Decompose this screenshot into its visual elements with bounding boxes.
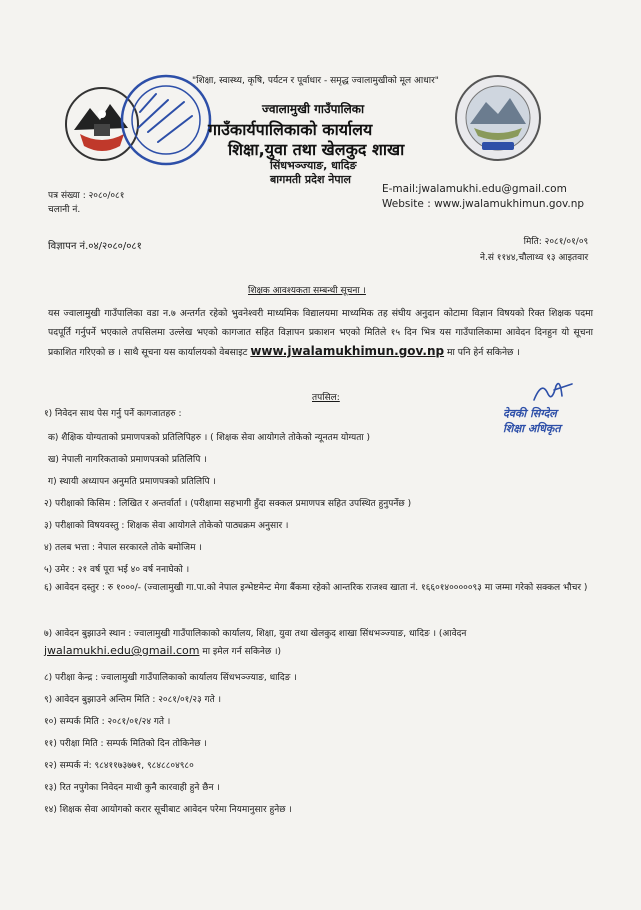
office-location: सिंधभञ्ज्याङ, धादिङ xyxy=(270,159,357,172)
list-item: ३) परीक्षाको विषयवस्तु : शिक्षक सेवा आयोगले तोकेको पाठ्यक्रम अनुसार । xyxy=(44,521,289,531)
application-email-link[interactable]: jwalamukhi.edu@gmail.com xyxy=(44,644,200,657)
signatory-name: देवकी सिग्देल xyxy=(503,407,557,420)
list-item: ७) आवेदन बुझाउने स्थान : ज्वालामुखी गाउँपालिकाको कार्यालय, शिक्षा, युवा तथा खेलकुद शाखा सिंधभञ्ज्याङ, धादिङ । (आवेदन xyxy=(44,629,467,639)
advertisement-number: विज्ञापन नं.०४/२०८०/०८१ xyxy=(48,241,142,252)
list-item: १२) सम्पर्क नं: ९८४११७३७७१, ९८४८८०४९८० xyxy=(44,761,194,771)
notice-body-text: यस ज्वालामुखी गाउँपालिका वडा न.७ अन्तर्गत रहेको भुवनेश्वरी माध्यमिक विद्यालयमा माध्यमिक तह संघीय अनुदान कोटामा विज्ञान विषयको रिक्त शिक्षक पदमा पदपूर्ति गर्नुपर्ने भएकाले तपसिलमा उल्लेख भएको कागजात सहित विज्ञापन प्रकाशन भएको मितिले १५ दिन भित्र यस गाउँपालिकामा आवेदन दिनहुन यो सूचना प्रकाशित गरिएको छ । साथै सूचना यस कार्यालयको वेबसाइट xyxy=(48,308,593,358)
municipality-logo-icon xyxy=(452,72,544,164)
list-item: ८) परीक्षा केन्द्र : ज्वालामुखी गाउँपालिकाको कार्यालय सिंधभञ्ज्याङ, धादिङ । xyxy=(44,673,297,683)
website-link[interactable]: www.jwalamukhimun.gov.np xyxy=(250,344,445,358)
branch-name: शिक्षा,युवा तथा खेलकुद शाखा xyxy=(228,140,405,159)
reference-block xyxy=(48,189,124,217)
contact-block xyxy=(382,182,584,212)
province-name: बागमती प्रदेश नेपाल xyxy=(270,173,351,186)
date-bs: मिति: २०८१/०१/०९ xyxy=(523,237,589,247)
date-block xyxy=(480,234,588,266)
header-motto: "शिक्षा, स्वास्थ्य, कृषि, पर्यटन र पूर्वाधार - समृद्ध ज्वालामुखीको मूल आधार" xyxy=(192,76,439,86)
list-item: ४) तलब भत्ता : नेपाल सरकारले तोके बमोजिम । xyxy=(44,543,202,553)
list-item: ९) आवेदन बुझाउने अन्तिम मिति : २०८१/०१/२३ गते । xyxy=(44,695,222,705)
list-item: १) निवेदन साथ पेस गर्नु पर्ने कागजातहरु : xyxy=(44,409,182,419)
date-nepal-sambat: ने.सं ११४४,चौलाथ्व १३ आइतवार xyxy=(480,253,589,263)
list-item: ख) नेपाली नागरिकताको प्रमाणपत्रको प्रतिलिपि । xyxy=(48,455,207,465)
dispatch-number: चलानी नं. xyxy=(48,205,81,215)
office-name: गाउँकार्यपालिकाको कार्यालय xyxy=(208,120,373,139)
office-seal-stamp-icon xyxy=(118,72,214,168)
list-item: २) परीक्षाको किसिम : लिखित र अन्तर्वार्ता । (परीक्षामा सहभागी हुँदा सक्कल प्रमाणपत्र सहित उपस्थित हुनुपर्नेछ ) xyxy=(44,499,412,509)
municipality-name: ज्वालामुखी गाउँपालिका xyxy=(262,102,365,116)
notice-body xyxy=(48,304,593,362)
reference-number: पत्र संख्या : २०८०/०८१ xyxy=(48,191,125,201)
list-item: क) शैक्षिक योग्यताको प्रमाणपत्रको प्रतिलिपिहरु । ( शिक्षक सेवा आयोगले तोकेको न्यूनतम योग्यता ) xyxy=(48,433,371,443)
details-heading: तपसिल: xyxy=(312,393,340,403)
list-item: ५) उमेर : २१ वर्ष पूरा भई ४० वर्ष ननाघेको । xyxy=(44,565,190,575)
list-item: १४) शिक्षक सेवा आयोगको करार सूचीबाट आवेदन परेमा नियमानुसार हुनेछ । xyxy=(44,805,292,815)
notice-subject: शिक्षक आवश्यकता सम्बन्धी सूचना । xyxy=(248,286,366,296)
notice-body-end: मा पनि हेर्न सकिनेछ । xyxy=(447,347,520,358)
application-email-tail: मा इमेल गर्न सकिनेछ ।) xyxy=(202,647,281,657)
list-item: १०) सम्पर्क मिति : २०८१/०१/२४ गते । xyxy=(44,717,171,727)
contact-email: E-mail:jwalamukhi.edu@gmail.com xyxy=(382,183,567,195)
signature-icon xyxy=(528,376,576,406)
list-item: १३) रित नपुगेका निवेदन माथी कुनै कारवाही हुने छैन । xyxy=(44,783,220,793)
list-item: ग) स्थायी अध्यापन अनुमति प्रमाणपत्रको प्रतिलिपि । xyxy=(48,477,216,487)
list-item: ११) परीक्षा मिति : सम्पर्क मितिको दिन तोकिनेछ । xyxy=(44,739,207,749)
list-item: ६) आवेदन दस्तुर : रु १०००/- (ज्वालामुखी गा.पा.को नेपाल इन्भेष्टमेन्ट मेगा बैंकमा रहेको आन्तरिक राजश्व खाता नं. १६६०१४०००००९३ मा जम्मा गरेको सक्कल भौचर ) xyxy=(44,583,588,593)
list-item-continuation xyxy=(44,644,281,657)
contact-website: Website : www.jwalamukhimun.gov.np xyxy=(382,198,585,210)
signatory-role: शिक्षा अधिकृत xyxy=(503,422,561,435)
